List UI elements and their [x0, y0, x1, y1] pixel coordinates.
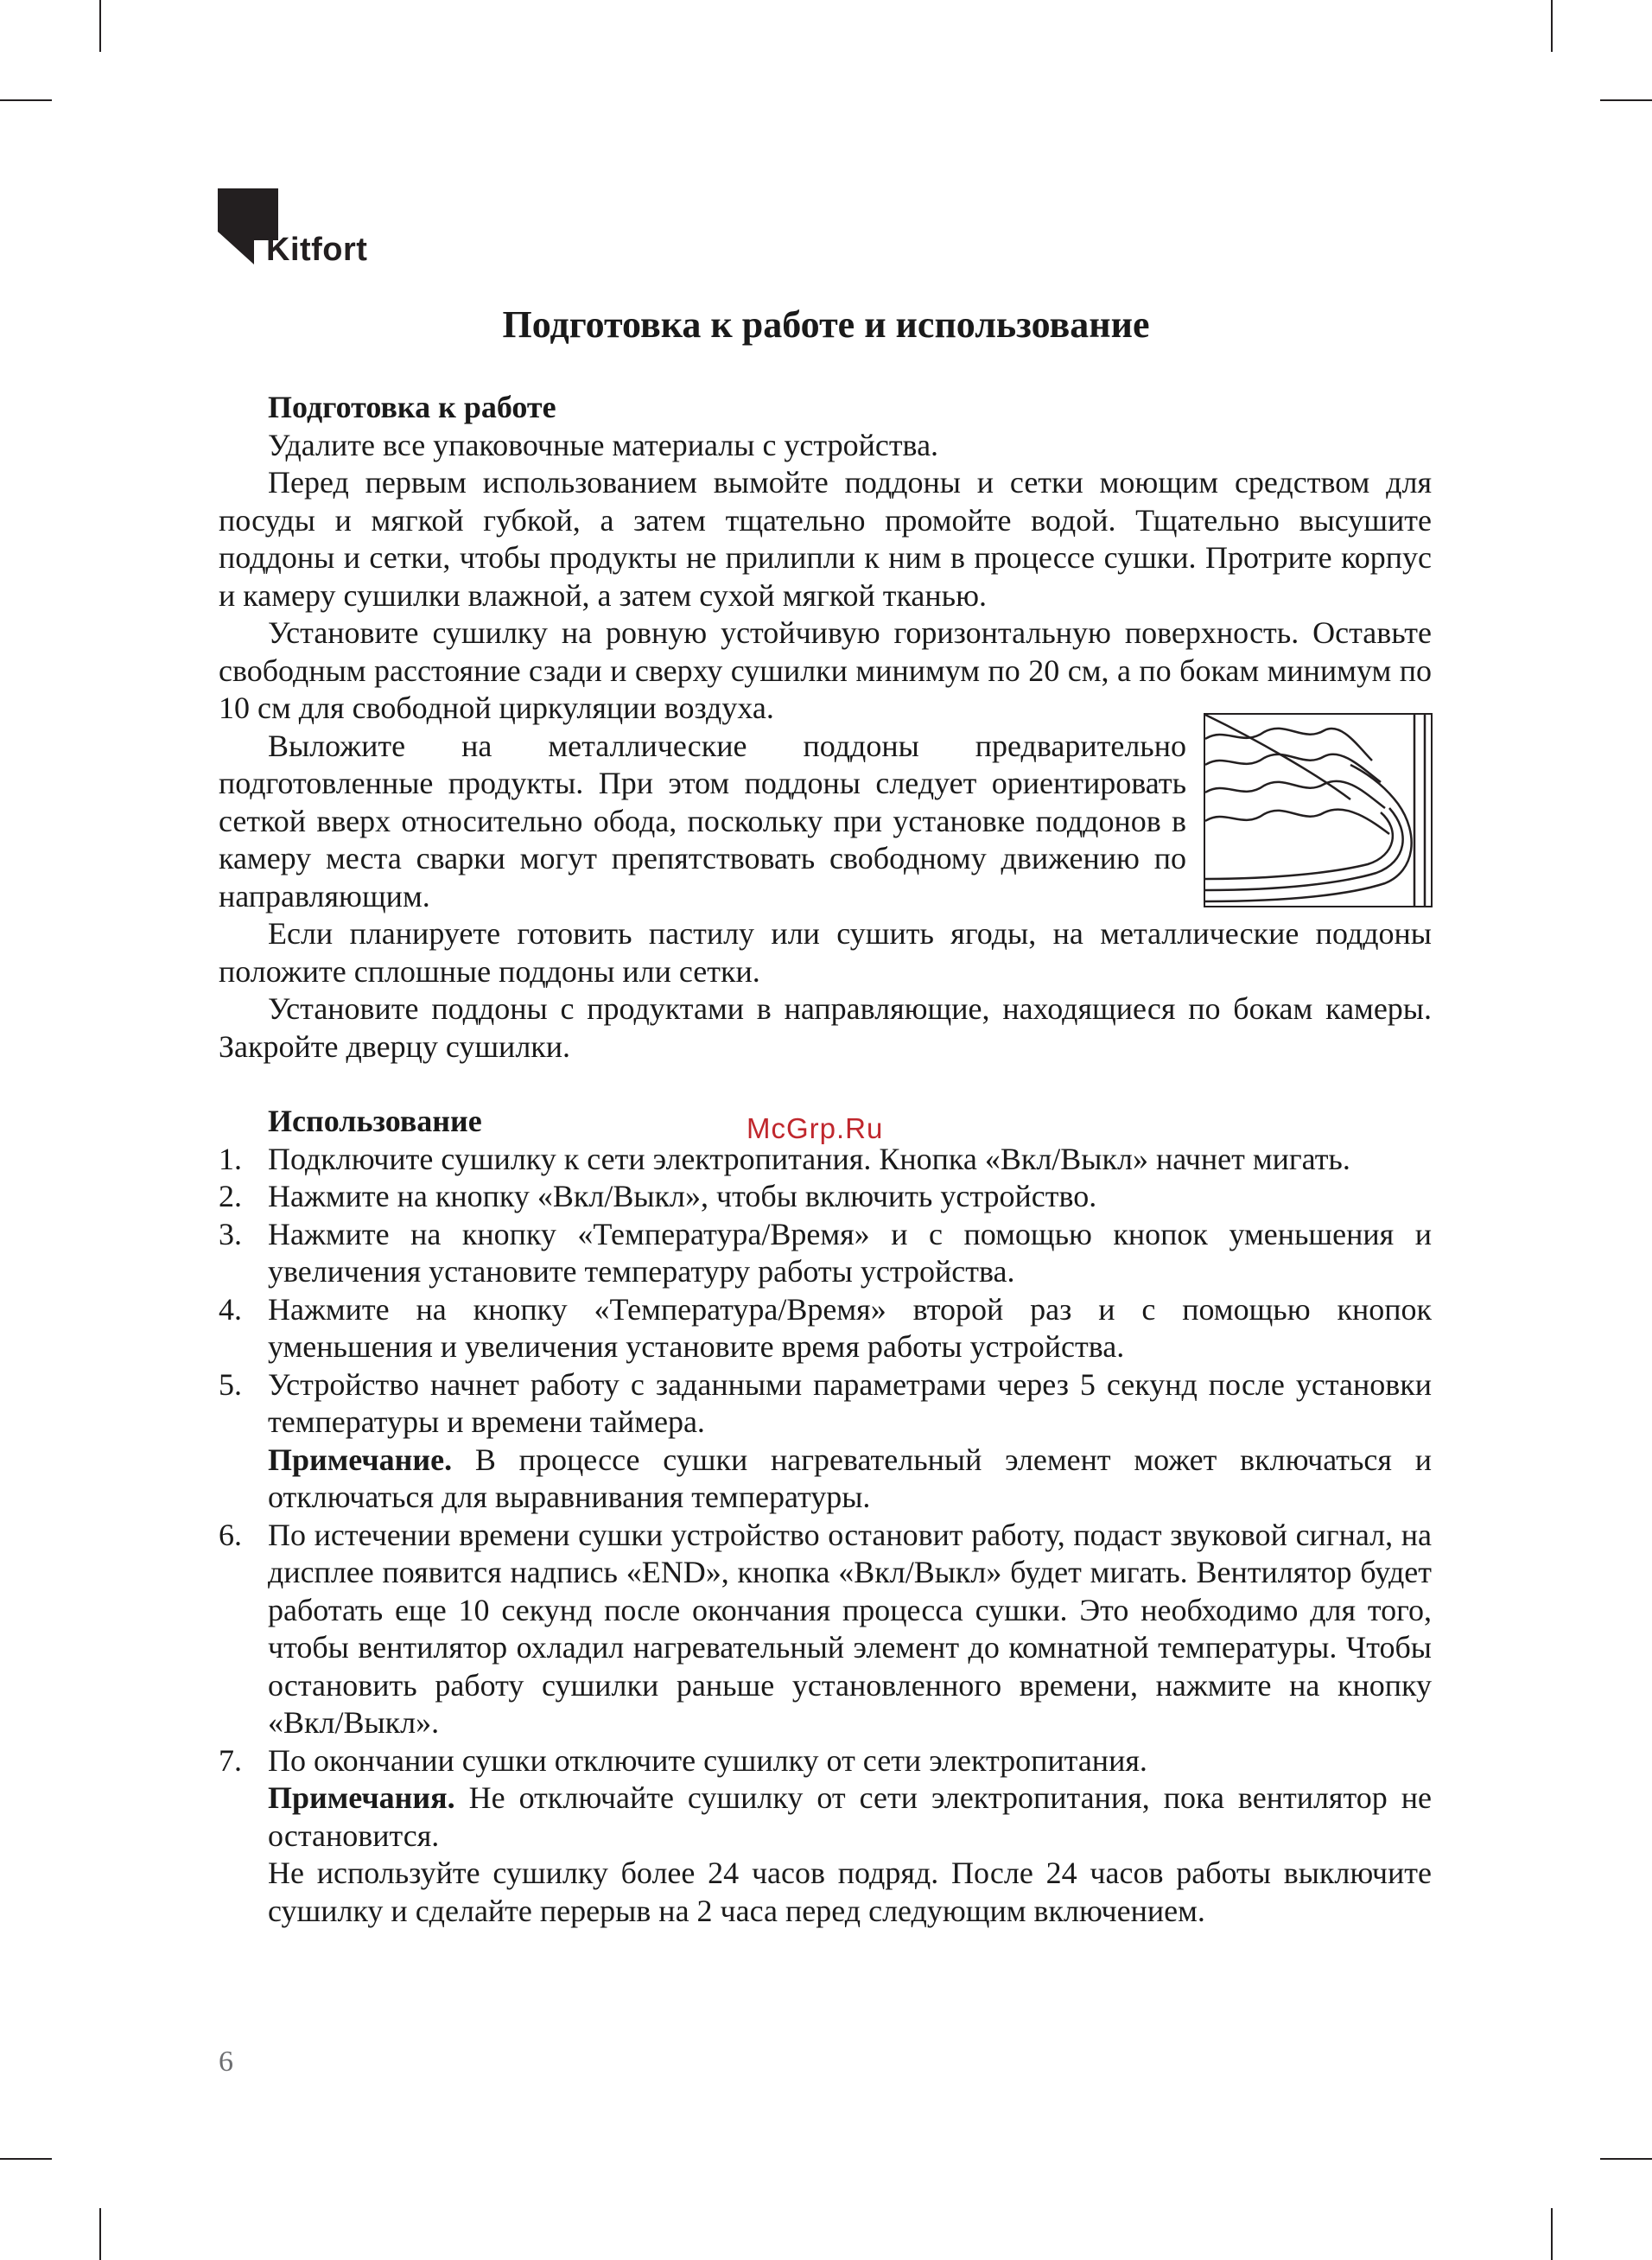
page-title: Подготовка к работе и использование	[502, 303, 1150, 346]
note	[219, 1855, 1432, 1930]
prep-paragraph: Установите сушилку на ровную устойчивую горизонтальную поверхность. Оставьте свободным расстояние сзади и сверху сушилки минимум по 20 см, а по бокам минимум по 10 см для свободной циркуляции воздуха.	[219, 615, 1432, 725]
crop-mark	[1600, 99, 1652, 101]
list-item	[219, 1742, 1432, 1780]
watermark: McGrp.Ru	[747, 1112, 884, 1144]
tray-illustration	[1204, 713, 1433, 907]
usage-heading: Использование	[268, 1104, 482, 1138]
step-text: Подключите сушилку к сети электропитания. Кнопка «Вкл/Выкл» начнет мигать.	[268, 1141, 1350, 1176]
step-number: 5.	[219, 1366, 242, 1402]
step-number: 2.	[219, 1179, 242, 1213]
body-text	[219, 389, 1432, 1930]
note-text: В процессе сушки нагревательный элемент может включаться и отключаться для выравнивания температуры.	[268, 1442, 1432, 1514]
note-label: Примечания.	[268, 1780, 455, 1815]
step-text: По истечении времени сушки устройство остановит работу, подаст звуковой сигнал, на дисплее появится надпись «END», кнопка «Вкл/Выкл» будет мигать. Вентилятор будет работать еще 10 секунд после окончания процесса сушки. Это необходимо для того, чтобы вентилятор охладил нагревательный элемент до комнатной температуры. Чтобы остановить работу сушилки раньше установленного времени, нажмите на кнопку «Вкл/Выкл».	[268, 1517, 1432, 1740]
list-item	[219, 1291, 1432, 1366]
crop-mark	[0, 2158, 52, 2160]
page-number: 6	[219, 2046, 233, 2078]
crop-mark	[1600, 2158, 1652, 2160]
step-number: 6.	[219, 1517, 242, 1552]
crop-mark	[99, 2208, 101, 2260]
prep-paragraph: Если планируете готовить пастилу или сушить ягоды, на металлические поддоны положите сплошные поддоны или сетки.	[219, 916, 1432, 989]
prep-paragraph: Удалите все упаковочные материалы с устройства.	[268, 427, 939, 462]
step-text: По окончании сушки отключите сушилку от сети электропитания.	[268, 1742, 1147, 1778]
prep-paragraph: Перед первым использованием вымойте поддоны и сетки моющим средством для посуды и мягкой губкой, а затем тщательно промойте водой. Тщательно высушите поддоны и сетки, чтобы продукты не прилипли к ним в процессе сушки. Протрите корпус и камеру сушилки влажной, а затем сухой мягкой тканью.	[219, 465, 1432, 613]
brand-name: Kitfort	[266, 232, 368, 268]
note-text: Не отключайте сушилку от сети электропитания, пока вентилятор не остановится.	[268, 1780, 1432, 1853]
prep-heading: Подготовка к работе	[268, 390, 556, 424]
note-label: Примечание.	[268, 1442, 453, 1477]
crop-mark	[1551, 0, 1553, 52]
list-item	[219, 1517, 1432, 1742]
step-text: Устройство начнет работу с заданными параметрами через 5 секунд после установки температуры и времени таймера.	[268, 1366, 1432, 1439]
list-item	[219, 1178, 1432, 1216]
note	[219, 1442, 1432, 1517]
prep-paragraph: Установите поддоны с продуктами в направляющие, находящиеся по бокам камеры. Закройте дверцу сушилки.	[219, 991, 1432, 1064]
step-number: 7.	[219, 1742, 242, 1778]
step-number: 3.	[219, 1216, 242, 1251]
step-text: Нажмите на кнопку «Температура/Время» второй раз и с помощью кнопок уменьшения и увеличения установите время работы устройства.	[268, 1291, 1432, 1364]
step-text: Нажмите на кнопку «Температура/Время» и с помощью кнопок уменьшения и увеличения установите температуру работы устройства.	[268, 1216, 1432, 1289]
list-item	[219, 1366, 1432, 1442]
step-number: 4.	[219, 1291, 242, 1327]
step-number: 1.	[219, 1141, 242, 1176]
note-text: Не используйте сушилку более 24 часов подряд. После 24 часов работы выключите сушилку и сделайте перерыв на 2 часа перед следующим включением.	[268, 1856, 1432, 1928]
note	[219, 1779, 1432, 1855]
list-item	[219, 1141, 1432, 1179]
crop-mark	[99, 0, 101, 52]
crop-mark	[0, 99, 52, 101]
prep-paragraph: Выложите на металлические поддоны предварительно подготовленные продукты. При этом поддоны следует ориентировать сеткой вверх относительно обода, поскольку при установке поддонов в камеру места сварки могут препятствовать свободному движению по направляющим.	[219, 728, 1186, 914]
step-text: Нажмите на кнопку «Вкл/Выкл», чтобы включить устройство.	[268, 1179, 1097, 1213]
crop-mark	[1551, 2208, 1553, 2260]
list-item	[219, 1216, 1432, 1291]
